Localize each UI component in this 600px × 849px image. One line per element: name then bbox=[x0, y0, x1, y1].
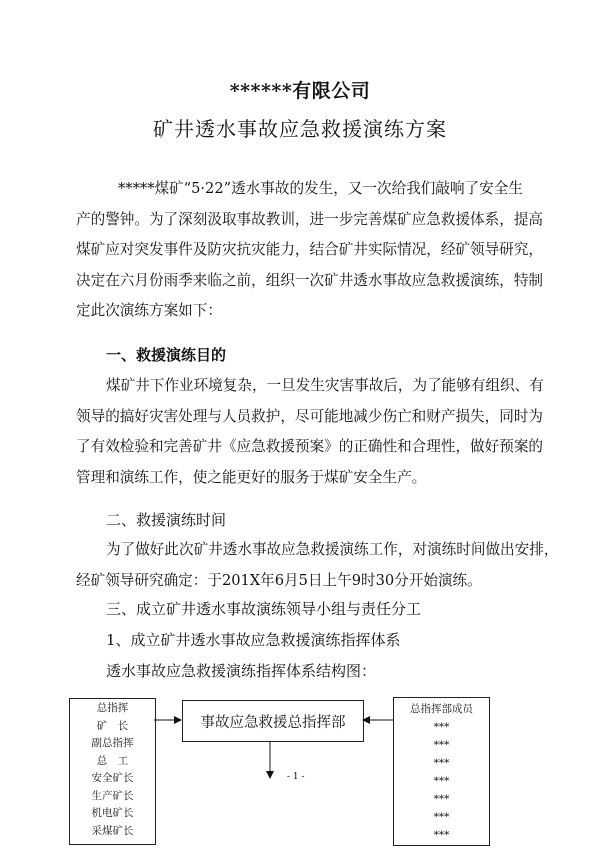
member-item: *** bbox=[433, 775, 450, 787]
intro-line: *****煤矿“5·22”透水事故的发生，又一次给我们敲响了安全生 bbox=[118, 180, 523, 197]
headquarters-label: 事故应急救援总指挥部 bbox=[200, 714, 346, 731]
leader-item: 采煤矿长 bbox=[91, 825, 134, 837]
section1-paragraph bbox=[76, 371, 544, 493]
section2-line: 为了做好此次矿井透水事故应急救援演练工作，对演练时间做出安排， bbox=[106, 541, 559, 558]
sub1-heading: 1、成立矿井透水事故应急救援演练指挥体系 bbox=[106, 631, 401, 649]
diagram-caption: 透水事故应急救援演练指挥体系结构图： bbox=[106, 662, 377, 680]
leadership-box bbox=[69, 698, 156, 845]
intro-line: 煤矿应对突发事件及防灾抗灾能力，结合矿井实际情况，经矿领导研究， bbox=[76, 241, 544, 258]
leader-item: 安全矿长 bbox=[91, 772, 134, 784]
members-box bbox=[393, 697, 490, 846]
section3-heading: 三、成立矿井透水事故演练领导小组与责任分工 bbox=[106, 600, 422, 618]
member-item: *** bbox=[433, 721, 450, 733]
company-title: ******有限公司 bbox=[229, 80, 371, 102]
section2-heading: 二、救援演练时间 bbox=[106, 511, 227, 529]
section1-line: 了有效检验和完善矿井《应急救援预案》的正确性和合理性，做好预案的 bbox=[76, 438, 544, 455]
member-item: *** bbox=[433, 811, 450, 823]
member-item: *** bbox=[433, 793, 450, 805]
intro-line: 决定在六月份雨季来临之前，组织一次矿井透水事故应急救援演练，特制 bbox=[76, 271, 544, 289]
headquarters-box bbox=[182, 700, 364, 742]
plan-title: 矿井透水事故应急救援演练方案 bbox=[153, 117, 447, 141]
leader-item: 生产矿长 bbox=[91, 790, 134, 802]
section2-line: 经矿领导研究确定：于201X年6月5日上午9时30分开始演练。 bbox=[76, 571, 482, 589]
member-item: 总指挥部成员 bbox=[410, 703, 473, 715]
leader-item: 矿 长 bbox=[96, 720, 129, 732]
member-item: *** bbox=[433, 829, 450, 841]
section2-paragraph bbox=[76, 535, 559, 596]
section1-line: 煤矿井下作业环境复杂，一旦发生灾害事故后，为了能够有组织、有 bbox=[106, 377, 544, 394]
page-number: - 1 - bbox=[287, 772, 305, 782]
intro-line: 产的警钟。为了深刻汲取事故教训，进一步完善煤矿应急救援体系，提高 bbox=[76, 210, 544, 228]
leader-item: 副总指挥 bbox=[91, 737, 134, 749]
member-item: *** bbox=[433, 739, 450, 751]
section1-line: 管理和演练工作，使之能更好的服务于煤矿安全生产。 bbox=[76, 468, 427, 486]
intro-line: 定此次演练方案如下： bbox=[76, 302, 222, 319]
section1-heading: 一、救援演练目的 bbox=[106, 346, 227, 364]
member-item: *** bbox=[433, 757, 450, 769]
intro-paragraph bbox=[76, 174, 544, 327]
leader-item: 总 工 bbox=[96, 755, 129, 767]
section1-line: 领导的搞好灾害处理与人员救护，尽可能地减少伤亡和财产损失，同时为 bbox=[76, 407, 544, 425]
leader-item: 机电矿长 bbox=[91, 807, 134, 819]
leader-item: 总指挥 bbox=[96, 702, 129, 714]
